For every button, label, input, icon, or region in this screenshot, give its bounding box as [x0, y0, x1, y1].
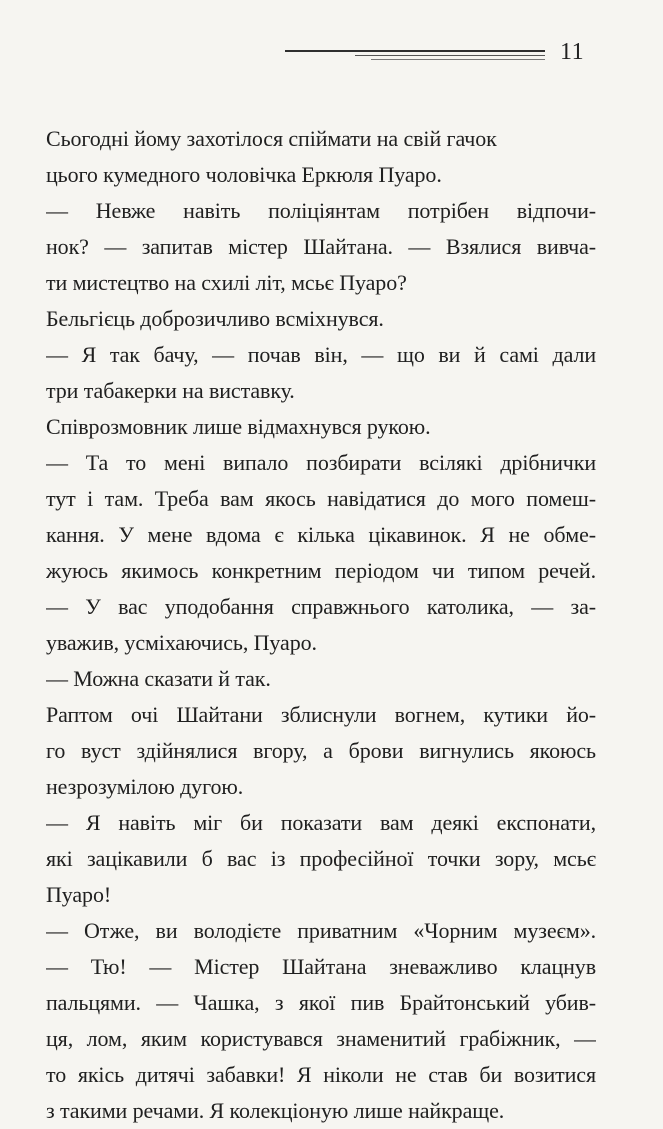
text-line: Пуаро!	[46, 882, 112, 907]
text-line: го вуст здійнялися вгору, а брови вигнулись якоюсь	[46, 738, 596, 763]
text-line: жуюсь якимось конкретним періодом чи типом речей.	[46, 558, 596, 583]
header-rule-primary	[285, 50, 545, 52]
text-line: уважив, усміхаючись, Пуаро.	[46, 630, 317, 655]
header-rule-tertiary	[371, 59, 545, 60]
text-line: Раптом очі Шайтани зблиснули вогнем, кутики йо-	[46, 702, 596, 727]
text-line: цього кумедного чоловічка Еркюля Пуаро.	[46, 162, 442, 187]
header-rule-secondary	[355, 55, 545, 56]
text-line: — У вас уподобання справжнього католика, — за-	[46, 594, 596, 619]
text-line: незрозумілою дугою.	[46, 774, 244, 799]
text-line: Бельгієць доброзичливо всміхнувся.	[46, 306, 384, 331]
text-line: ця, лом, яким користувався знаменитий грабіжник, —	[46, 1026, 596, 1051]
text-line: — Тю! — Містер Шайтана зневажливо клацнув	[46, 954, 596, 979]
text-line: які зацікавили б вас із професійної точки зору, мсьє	[46, 846, 596, 871]
body-text	[46, 121, 596, 1129]
page-number: 11	[560, 39, 585, 65]
text-line: нок? — запитав містер Шайтана. — Взялися вивча-	[46, 234, 596, 259]
text-line: — Я навіть міг би показати вам деякі експонати,	[46, 810, 596, 835]
text-line: тут і там. Треба вам якось навідатися до мого помеш-	[46, 486, 596, 511]
text-line: з такими речами. Я колекціоную лише найкраще.	[46, 1098, 505, 1123]
text-line: — Отже, ви володієте приватним «Чорним музеєм».	[46, 918, 596, 943]
text-line: — Невже навіть поліціянтам потрібен відпочи-	[46, 198, 596, 223]
text-line: — Та то мені випало позбирати всілякі дрібнички	[46, 450, 596, 475]
text-line: то якісь дитячі забавки! Я ніколи не став би возитися	[46, 1062, 596, 1087]
text-line: пальцями. — Чашка, з якої пив Брайтонський убив-	[46, 990, 596, 1015]
page-header	[285, 34, 615, 74]
text-line: Сьогодні йому захотілося спіймати на свій гачок	[46, 126, 497, 151]
text-line: — Можна сказати й так.	[46, 666, 271, 691]
text-line: ти мистецтво на схилі літ, мсьє Пуаро?	[46, 270, 407, 295]
text-line: кання. У мене вдома є кілька цікавинок. Я не обме-	[46, 522, 596, 547]
text-line: Співрозмовник лише відмахнувся рукою.	[46, 414, 431, 439]
text-line: — Я так бачу, — почав він, — що ви й самі дали	[46, 342, 596, 367]
text-line: три табакерки на виставку.	[46, 378, 295, 403]
